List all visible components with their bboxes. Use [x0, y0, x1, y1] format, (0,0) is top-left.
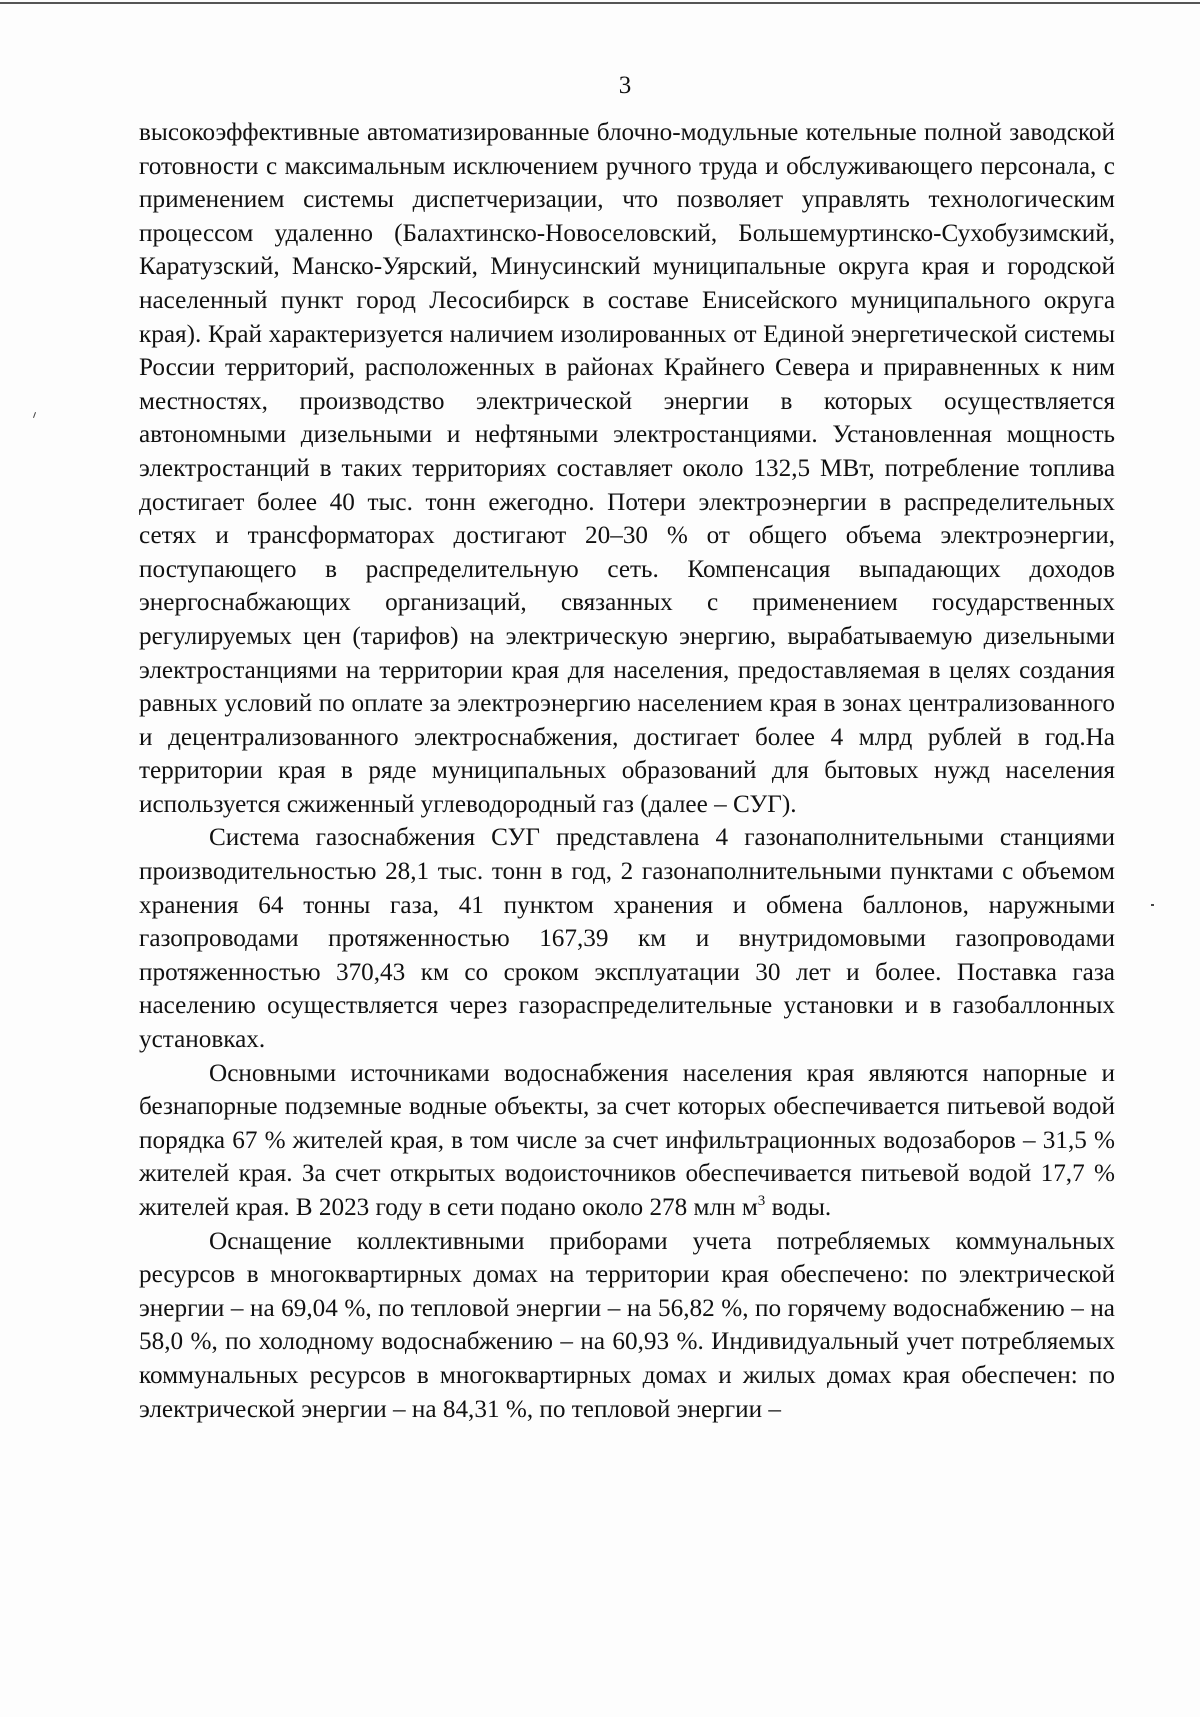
document-body [139, 116, 1115, 1426]
scan-artifact [33, 412, 36, 418]
page-number: 3 [618, 72, 632, 99]
paragraph-3 [139, 1057, 1115, 1225]
paragraph-3-text: Основными источниками водоснабжения населения края являются напорные и безнапорные подземные водные объекты, за счет которых обеспечивается питьевой водой порядка 67 % жителей края, в том числе за счет инфильтрационных водозаборов – 31,5 % жителей края. За счет открытых водоисточников обеспечивается питьевой водой 17,7 % жителей края. В 2023 году в сети подано около 278 млн м [139, 1059, 1115, 1221]
paragraph-3-tail: воды. [765, 1194, 832, 1221]
paragraph-2: Система газоснабжения СУГ представлена 4 газонаполнительными станциями производительностью 28,1 тыс. тонн в год, 2 газонаполнительными пунктами с объемом хранения 64 тонны газа, 41 пунктом хранения и обмена баллонов, наружными газопроводами протяженностью 167,39 км и внутридомовыми газопроводами протяженностью 370,43 км со сроком эксплуатации 30 лет и более. Поставка газа населению осуществляется через газораспределительные установки и в газобаллонных установках. [139, 824, 1115, 1054]
paragraph-4: Оснащение коллективными приборами учета потребляемых коммунальных ресурсов в многоквартирных домах на территории края обеспечено: по электрической энергии – на 69,04 %, по тепловой энергии – на 56,82 %, по горячему водоснабжению – на 58,0 %, по холодному водоснабжению – на 60,93 %. Индивидуальный учет потребляемых коммунальных ресурсов в многоквартирных домах и жилых домах края обеспечен: по электрической энергии – на 84,31 %, по тепловой энергии – [139, 1227, 1115, 1423]
superscript-cubic: 3 [757, 1193, 766, 1209]
paragraph-1: высокоэффективные автоматизированные блочно-модульные котельные полной заводской готовности с максимальным исключением ручного труда и обслуживающего персонала, с применением системы диспетчеризации, что позволяет управлять технологическим процессом удаленно (Балахтинско-Новоселовский, Большемуртинско-Сухобузимский, Каратузский, Манско-Уярский, Минусинский муниципальные округа края и городской населенный пункт город Лесосибирск в составе Енисейского муниципального округа края). Край характеризуется наличием изолированных от Единой энергетической системы России территорий, расположенных в районах Крайнего Севера и приравненных к ним местностях, производство электрической энергии в которых осуществляется автономными дизельными и нефтяными электростанциями. Установленная мощность электростанций в таких территориях составляет около 132,5 МВт, потребление топлива достигает более 40 тыс. тонн ежегодно. Потери электроэнергии в распределительных сетях и трансформаторах достигают 20–30 % от общего объема электроэнергии, поступающего в распределительную сеть. Компенсация выпадающих доходов энергоснабжающих организаций, связанных с применением государственных регулируемых цен (тарифов) на электрическую энергию, вырабатываемую дизельными электростанциями на территории края для населения, предоставляемая в целях создания равных условий по оплате за электроэнергию населением края в зонах централизованного и децентрализованного электроснабжения, достигает более 4 млрд рублей в год.На территории края в ряде муниципальных образований для бытовых нужд населения используется сжиженный углеводородный газ (далее – СУГ). [139, 119, 1115, 818]
scan-top-edge [0, 2, 1200, 4]
scan-artifact [1151, 904, 1154, 906]
